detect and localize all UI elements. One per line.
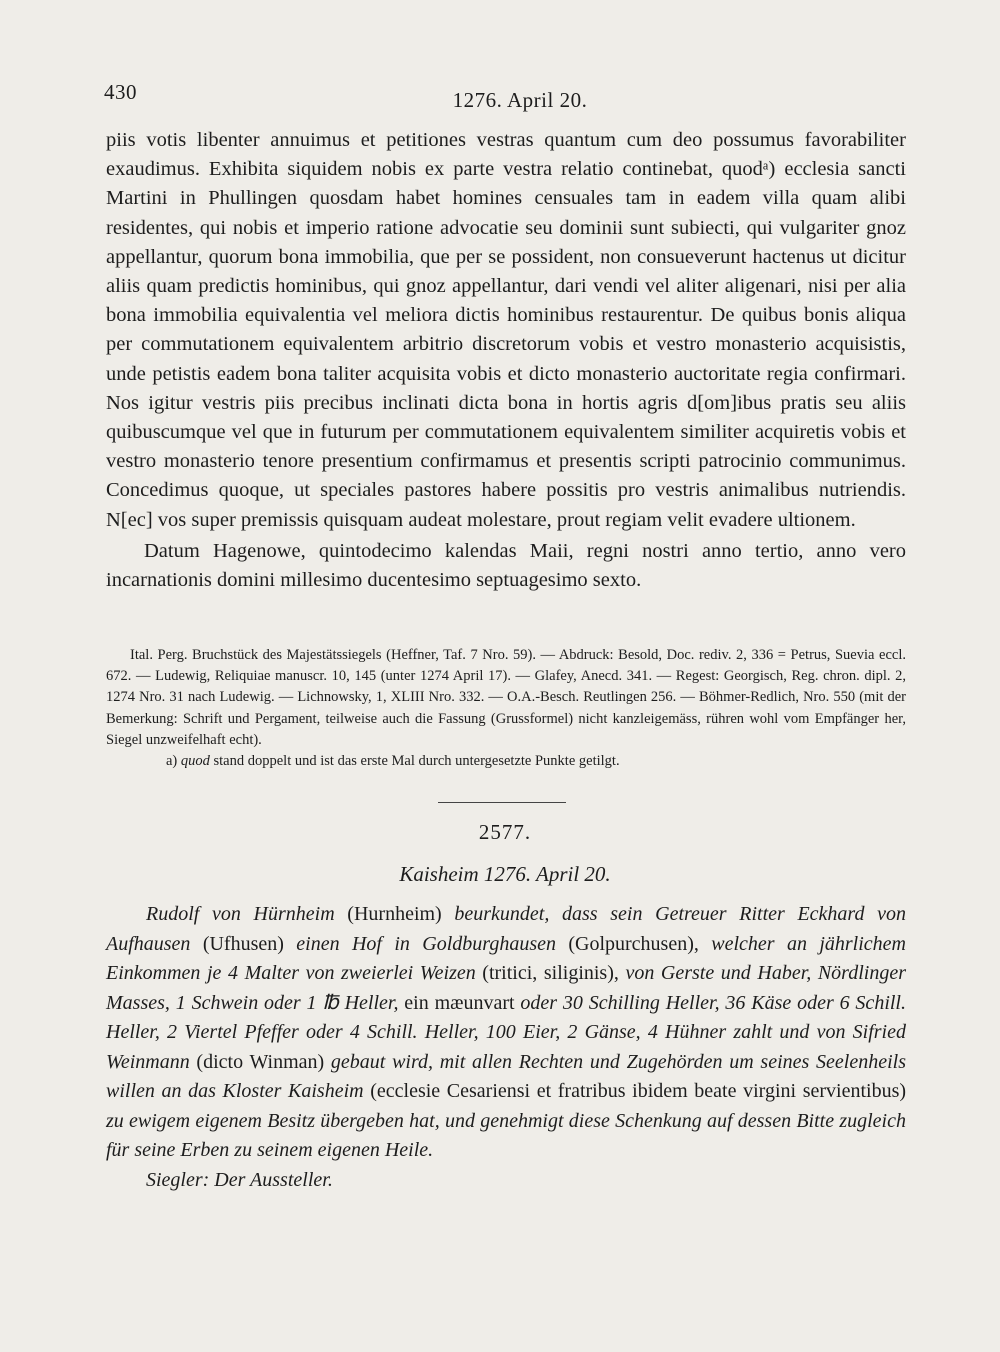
regest-segment: zu ewigem eigenem Besitz übergeben hat, und genehmigt diese Schenkung auf dessen Bitte zugleich für seine Erben zu seinem eigenen Heile.	[106, 1109, 906, 1161]
footnote-text: stand doppelt und ist das erste Mal durch untergesetzte Punkte getilgt.	[213, 753, 620, 770]
siegler-line: Siegler: Der Aussteller.	[146, 1168, 333, 1191]
footnote-word: quod	[180, 753, 210, 770]
document-number: 2577.	[478, 820, 532, 844]
regest-segment: von Gerste und Haber, Nördlinger Masses, 1 Schwein oder 1 ℔ Heller,	[106, 962, 906, 1014]
source-note: Ital. Perg. Bruchstück des Majestätssiegels (Heffner, Taf. 7 Nro. 59). — Abdruck: Besold, Doc. rediv. 2, 336 = Petrus, Suevia eccl. 672. — Ludewig, Reliquiae manuscr. 10, 145 (unter 1274 April 17). — Glafey, Anecd. 341. — Regest: Georgisch, Reg. chron. dipl. 2, 1274 Nro. 31 nach Ludewig. — Lichnowsky, 1, XLIII Nro. 332. — O.A.-Besch. Reutlingen 256. — Böhmer-Redlich, Nro. 550 (mit der Bemerkung: Schrift und Pergament, teilweise auch die Fassung (Grussformel) nicht kanzleigemäss, rühren wohl vom Empfänger her, Siegel unzweifelhaft echt).	[106, 647, 906, 748]
section-divider	[438, 802, 566, 803]
regest-segment: (Hurnheim)	[334, 903, 455, 925]
datum-paragraph: Datum Hagenowe, quintodecimo kalendas Maii, regni nostri anno tertio, anno vero incarnationis domini millesimo ducentesimo septuagesimo sexto.	[106, 539, 906, 592]
page-number: 430	[104, 80, 137, 104]
footnote-label: a)	[166, 753, 178, 770]
charter-text	[106, 126, 906, 595]
regest-segment: (tritici, siliginis),	[475, 962, 626, 984]
regest-segment: welcher an jährlichem Einkommen je 4 Malter von zweierlei Weizen	[106, 932, 906, 984]
footnote	[106, 751, 906, 772]
editorial-notes	[106, 645, 906, 772]
regest-segment: (Ufhusen)	[190, 932, 297, 955]
regest-segment: oder 30 Schilling Heller, 36 Käse oder 6 Schill. Heller, 2 Viertel Pfeffer oder 4 Schill. Heller, 100 Eier, 2 Gänse, 4 Hühner zahlt und von Sifried Weinmann	[106, 991, 906, 1073]
regest	[106, 900, 906, 1195]
regest-segment: einen Hof in Goldburghausen	[296, 932, 556, 955]
regest-segment: beurkundet, dass sein Getreuer Ritter Eckhard von Aufhausen	[106, 903, 907, 955]
regest-segment: gebaut wird, mit allen Rechten und Zugehörden um seines Seelenheils willen an das Kloster Kaisheim	[106, 1050, 906, 1102]
running-head: 1276. April 20.	[452, 88, 588, 112]
regest-segment: (dicto Winman)	[189, 1050, 331, 1073]
regest-segment: (Golpurchusen),	[555, 932, 712, 955]
regest-paragraph	[106, 900, 906, 1166]
regest-segment: (ecclesie Cesariensi et fratribus ibidem beate virgini servientibus)	[363, 1080, 907, 1102]
document-dateline: Kaisheim 1276. April 20.	[399, 862, 611, 886]
regest-segment: Rudolf von Hürnheim	[146, 903, 335, 925]
charter-paragraph: piis votis libenter annuimus et petitiones vestras quantum cum deo possumus favorabiliter exaudimus. Exhibita siquidem nobis ex parte vestra relatio continebat, quodᵃ) ecclesia sancti Martini in Phullingen quosdam habet homines censuales tam in eadem villa quam alibi residentes, qui nobis et imperio ratione advocatie seu dominii sunt subiecti, qui vulgariter gnoz appellantur, quorum bona immobilia, que per se possident, non consueverunt hactenus ut dicitur aliis quam predictis hominibus, qui gnoz appellantur, dari vendi vel aliter aligenari, nisi per alia bona immobilia equivalentia vel meliora dictis hominibus restaurentur. De quibus bonis aliqua per commutationem equivalentem arbitrio discretorum vobis et vestro monasterio acquisistis, unde petistis eadem bona taliter acquisita vobis et dicto monasterio auctoritate regia confirmari. Nos igitur vestris piis precibus inclinati dicta bona in hortis agris d[om]ibus pratis seu aliis quibuscumque vel que in futurum per commutationem equivalentem similiter acquiretis vobis et vestro monasterio tenore presentium confirmamus et presentis scripti patrocinio communimus. Concedimus quoque, ut speciales pastores habere possitis pro vestris animalibus nutriendis. N[ec] vos super premissis quisquam audeat molestare, prout regiam velit evadere ultionem.	[106, 129, 906, 531]
regest-segment: ein mæunvart	[398, 991, 521, 1014]
